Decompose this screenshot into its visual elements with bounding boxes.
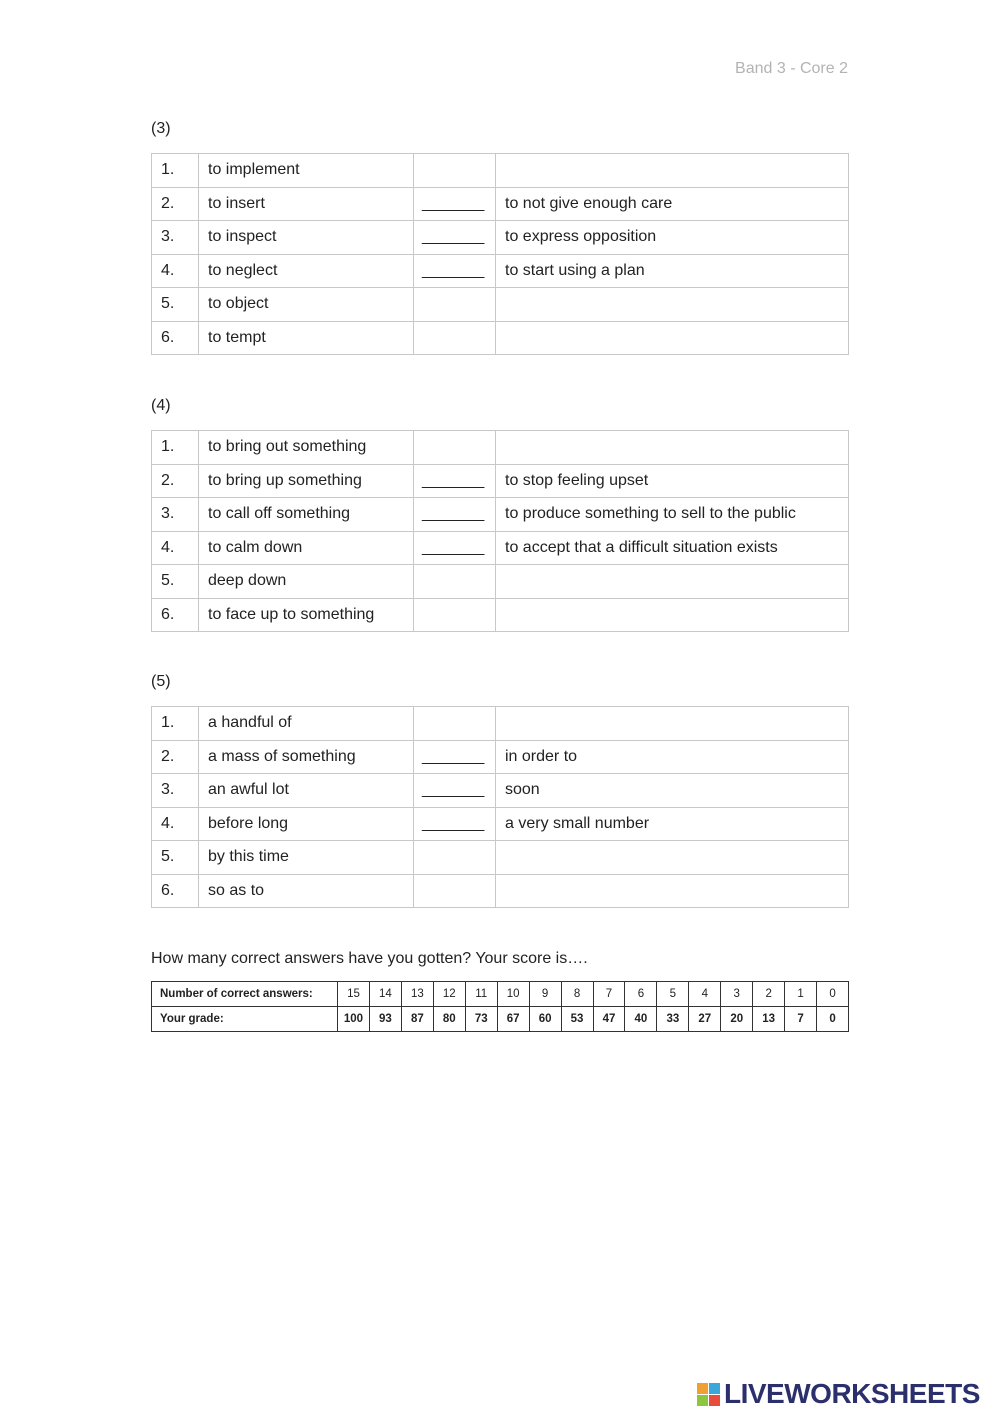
answer-blank[interactable]: _______ — [414, 221, 496, 255]
logo-text: LIVEWORKSHEETS — [724, 1378, 980, 1409]
definition-cell — [496, 874, 849, 908]
grade-cell: 7 — [785, 1007, 817, 1032]
term-cell: before long — [199, 807, 414, 841]
correct-count-cell: 7 — [593, 982, 625, 1007]
definition-cell — [496, 598, 849, 632]
row-number: 2. — [152, 464, 199, 498]
definition-cell — [496, 565, 849, 599]
matching-table — [151, 706, 849, 908]
definition-cell: to not give enough care — [496, 187, 849, 221]
logo-icon — [697, 1383, 720, 1406]
table-row — [152, 598, 849, 632]
table-row — [152, 531, 849, 565]
grade-cell: 0 — [817, 1007, 849, 1032]
term-cell: to bring up something — [199, 464, 414, 498]
definition-cell: in order to — [496, 740, 849, 774]
table-row — [152, 464, 849, 498]
grade-cell: 53 — [561, 1007, 593, 1032]
correct-count-cell: 15 — [338, 982, 370, 1007]
matching-table — [151, 153, 849, 355]
term-cell: so as to — [199, 874, 414, 908]
answer-blank[interactable]: _______ — [414, 254, 496, 288]
answer-blank[interactable]: _______ — [414, 498, 496, 532]
table-row — [152, 807, 849, 841]
term-cell: to object — [199, 288, 414, 322]
term-cell: to implement — [199, 154, 414, 188]
answer-blank[interactable]: _______ — [414, 774, 496, 808]
table-row — [152, 707, 849, 741]
grade-cell: 67 — [497, 1007, 529, 1032]
correct-count-cell: 9 — [529, 982, 561, 1007]
row-label: Number of correct answers: — [152, 982, 338, 1007]
row-number: 1. — [152, 707, 199, 741]
grade-cell: 73 — [465, 1007, 497, 1032]
table-row — [152, 874, 849, 908]
row-number: 1. — [152, 431, 199, 465]
answer-blank[interactable]: _______ — [414, 464, 496, 498]
definition-cell — [496, 707, 849, 741]
definition-cell: a very small number — [496, 807, 849, 841]
definition-cell: to start using a plan — [496, 254, 849, 288]
answer-blank[interactable] — [414, 154, 496, 188]
grade-cell: 87 — [401, 1007, 433, 1032]
answer-blank[interactable] — [414, 841, 496, 875]
correct-count-cell: 3 — [721, 982, 753, 1007]
definition-cell — [496, 288, 849, 322]
answer-blank[interactable]: _______ — [414, 187, 496, 221]
grade-cell: 80 — [433, 1007, 465, 1032]
table-row — [152, 154, 849, 188]
table-row — [152, 321, 849, 355]
grade-cell: 27 — [689, 1007, 721, 1032]
section-label: (4) — [151, 397, 171, 414]
page-header: Band 3 - Core 2 — [735, 60, 848, 77]
score-table — [151, 981, 849, 1032]
table-row — [152, 288, 849, 322]
correct-count-cell: 4 — [689, 982, 721, 1007]
answer-blank[interactable] — [414, 431, 496, 465]
section-label: (5) — [151, 673, 171, 690]
term-cell: to insert — [199, 187, 414, 221]
answer-blank[interactable] — [414, 874, 496, 908]
definition-cell — [496, 431, 849, 465]
correct-count-cell: 6 — [625, 982, 657, 1007]
term-cell: to face up to something — [199, 598, 414, 632]
term-cell: to inspect — [199, 221, 414, 255]
section-label: (3) — [151, 120, 171, 137]
term-cell: a mass of something — [199, 740, 414, 774]
answer-blank[interactable] — [414, 598, 496, 632]
score-question: How many correct answers have you gotten? Your score is…. — [151, 950, 588, 967]
grade-row — [152, 1007, 849, 1032]
row-number: 6. — [152, 874, 199, 908]
table-row — [152, 221, 849, 255]
definition-cell — [496, 154, 849, 188]
correct-count-cell: 2 — [753, 982, 785, 1007]
table-row — [152, 565, 849, 599]
definition-cell — [496, 841, 849, 875]
term-cell: by this time — [199, 841, 414, 875]
grade-cell: 100 — [338, 1007, 370, 1032]
table-row — [152, 498, 849, 532]
grade-cell: 33 — [657, 1007, 689, 1032]
definition-cell: to stop feeling upset — [496, 464, 849, 498]
correct-count-cell: 0 — [817, 982, 849, 1007]
grade-cell: 40 — [625, 1007, 657, 1032]
definition-cell: soon — [496, 774, 849, 808]
definition-cell: to accept that a difficult situation exists — [496, 531, 849, 565]
term-cell: deep down — [199, 565, 414, 599]
grade-cell: 60 — [529, 1007, 561, 1032]
answer-blank[interactable] — [414, 321, 496, 355]
term-cell: to calm down — [199, 531, 414, 565]
correct-count-cell: 12 — [433, 982, 465, 1007]
term-cell: to call off something — [199, 498, 414, 532]
row-number: 2. — [152, 740, 199, 774]
row-number: 1. — [152, 154, 199, 188]
definition-cell — [496, 321, 849, 355]
table-row — [152, 774, 849, 808]
row-number: 6. — [152, 321, 199, 355]
correct-count-cell: 13 — [401, 982, 433, 1007]
matching-table — [151, 430, 849, 632]
row-number: 3. — [152, 498, 199, 532]
row-number: 4. — [152, 531, 199, 565]
table-row — [152, 740, 849, 774]
term-cell: to tempt — [199, 321, 414, 355]
answer-blank[interactable]: _______ — [414, 807, 496, 841]
grade-cell: 93 — [369, 1007, 401, 1032]
correct-count-cell: 5 — [657, 982, 689, 1007]
row-number: 3. — [152, 221, 199, 255]
table-row — [152, 187, 849, 221]
answer-blank[interactable]: _______ — [414, 531, 496, 565]
row-number: 2. — [152, 187, 199, 221]
grade-cell: 20 — [721, 1007, 753, 1032]
correct-count-cell: 10 — [497, 982, 529, 1007]
row-number: 5. — [152, 565, 199, 599]
term-cell: a handful of — [199, 707, 414, 741]
grade-cell: 13 — [753, 1007, 785, 1032]
correct-count-cell: 11 — [465, 982, 497, 1007]
table-row — [152, 431, 849, 465]
answer-blank[interactable] — [414, 707, 496, 741]
answer-blank[interactable] — [414, 565, 496, 599]
definition-cell: to express opposition — [496, 221, 849, 255]
correct-count-cell: 8 — [561, 982, 593, 1007]
row-number: 4. — [152, 254, 199, 288]
row-number: 5. — [152, 841, 199, 875]
grade-cell: 47 — [593, 1007, 625, 1032]
liveworksheets-logo — [697, 1378, 980, 1410]
correct-count-cell: 1 — [785, 982, 817, 1007]
correct-answers-row — [152, 982, 849, 1007]
correct-count-cell: 14 — [369, 982, 401, 1007]
term-cell: an awful lot — [199, 774, 414, 808]
term-cell: to neglect — [199, 254, 414, 288]
table-row — [152, 254, 849, 288]
definition-cell: to produce something to sell to the public — [496, 498, 849, 532]
term-cell: to bring out something — [199, 431, 414, 465]
row-number: 3. — [152, 774, 199, 808]
answer-blank[interactable] — [414, 288, 496, 322]
row-number: 6. — [152, 598, 199, 632]
answer-blank[interactable]: _______ — [414, 740, 496, 774]
table-row — [152, 841, 849, 875]
row-number: 5. — [152, 288, 199, 322]
row-label: Your grade: — [152, 1007, 338, 1032]
row-number: 4. — [152, 807, 199, 841]
